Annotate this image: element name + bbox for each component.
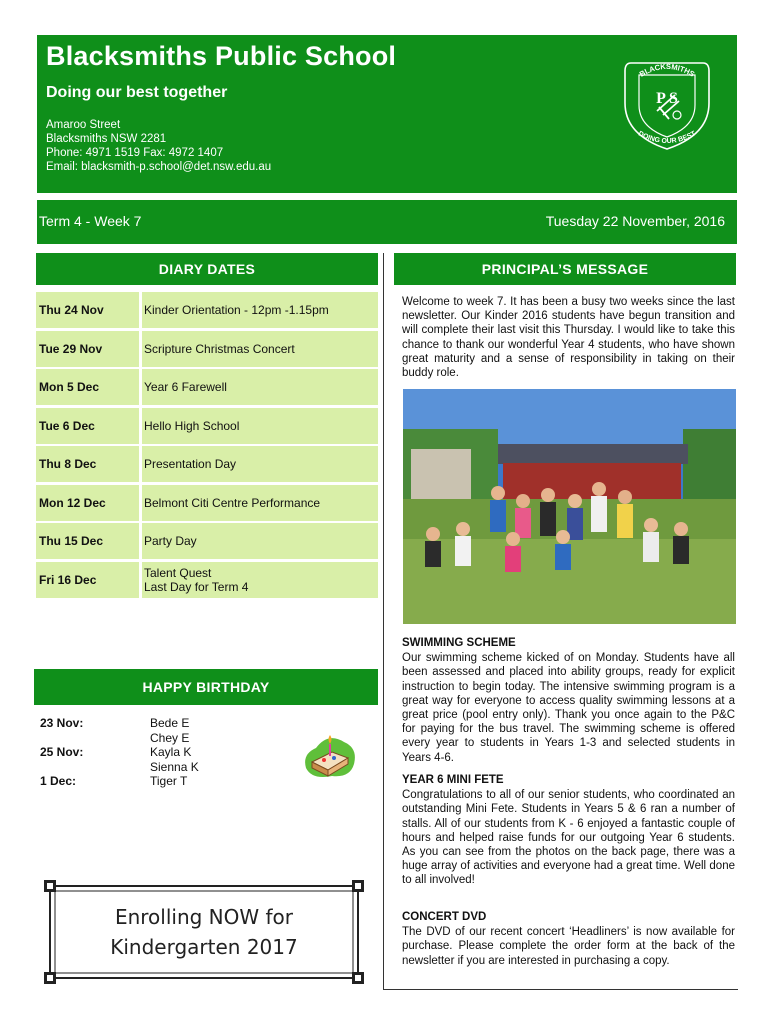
article-body: The DVD of our recent concert ‘Headliners’ is now available for purchase. Please complete the order form at the back of the newsletter if you are interested in purchasing a copy. [402,926,735,967]
diary-date: Tue 29 Nov [39,341,103,356]
diary-dates-table [36,292,378,600]
svg-text:P S: P S [656,90,678,107]
article-body: Our swimming scheme kicked of on Monday. Students have all been assessed and placed into ability groups, ready for explicit instruction to begin today. The intensive swimming program is a great way for everyone to access quality swimming lessons at a great price (pool entry only). Thank you once again to the P&C for paying for the bus travel. The swimming scheme is offered every year to students in Years 1-3 and selected students in Years 4-6. [402,652,735,764]
enrolment-notice [60,896,348,968]
diary-event: Year 6 Farewell [144,380,227,394]
diary-date: Mon 5 Dec [39,380,100,394]
students-group-photo [403,389,736,624]
term-bar [37,200,737,244]
diary-row [36,331,378,367]
diary-event: Talent Quest Last Day for Term 4 [144,565,249,594]
diary-row [36,523,378,559]
diary-date: Mon 12 Dec [39,495,106,510]
diary-row [36,562,378,598]
birthday-name: Bede E [150,716,190,730]
diary-event: Kinder Orientation - 12pm -1.15pm [144,303,329,317]
article-concert-dvd [402,910,735,968]
article-title: CONCERT DVD [402,911,487,923]
birthday-name: Sienna K [150,759,199,774]
birthday-date: 1 Dec: [40,774,77,788]
phone-fax: Phone: 4971 1519 Fax: 4972 1407 [46,147,224,159]
diary-row [36,446,378,482]
article-swimming [402,636,735,765]
email-address: Email: blacksmith-p.school@det.nsw.edu.au [46,161,272,173]
birthday-name: Tiger T [150,774,188,788]
issue-date: Tuesday 22 November, 2016 [545,213,725,229]
diary-event: Party Day [144,534,197,548]
diary-dates-heading: DIARY DATES [36,253,378,285]
birthday-date: 25 Nov: [40,745,84,759]
diary-row [36,369,378,405]
happy-birthday-heading: HAPPY BIRTHDAY [34,669,378,705]
diary-date: Tue 6 Dec [39,418,95,433]
diary-date: Thu 24 Nov [39,303,104,317]
diary-row [36,408,378,444]
principal-message-heading: PRINCIPAL’S MESSAGE [394,253,736,285]
diary-date: Thu 15 Dec [39,534,104,548]
article-title: SWIMMING SCHEME [402,637,516,649]
bottom-rule [383,989,738,990]
principal-message-body: Welcome to week 7. It has been a busy two weeks since the last newsletter. Our Kinder 2016 students have begun transition and will complete their last visit this Thursday. I would like to take this chance to thank our wonderful Year 4 students, who have shown great maturity and a sense of responsibility in taking on their buddy role. [402,296,735,380]
diary-row [36,292,378,328]
birthday-cake-icon [298,728,360,782]
diary-row [36,485,378,521]
diary-event: Hello High School [144,418,240,433]
birthday-name: Chey E [150,730,190,745]
svg-text:DOING OUR BEST: DOING OUR BEST [637,130,697,146]
diary-event: Belmont Citi Centre Performance [144,495,321,510]
address-suburb: Blacksmiths NSW 2281 [46,133,167,145]
term-week: Term 4 - Week 7 [39,213,142,229]
masthead [37,35,737,193]
enrolment-line-2: Kindergarten 2017 [110,935,298,959]
diary-event: Presentation Day [144,457,237,471]
article-mini-fete [402,773,735,888]
birthday-name: Kayla K [150,745,192,759]
school-name: Blacksmiths Public School [46,41,397,71]
article-body: Congratulations to all of our senior students, who coordinated an outstanding Mini Fete. Students in Years 5 & 6 ran a number of stalls. All of our students from K - 6 enjoyed a fantastic couple of hours and helped raise funds for our outgoing Year 6 students. As you can see from the photos on the back page, there was a huge array of activities and everyone had a great time. Well done to all involved! [402,789,735,887]
svg-text:BLACKSMITHS: BLACKSMITHS [637,61,697,79]
school-crest-icon [619,49,715,153]
article-title: YEAR 6 MINI FETE [402,774,504,786]
birthday-date: 23 Nov: [40,716,84,730]
diary-date: Fri 16 Dec [39,572,97,587]
address-street: Amaroo Street [46,119,121,131]
diary-event: Scripture Christmas Concert [144,341,295,356]
diary-date: Thu 8 Dec [39,457,97,471]
column-divider [383,253,384,990]
school-motto: Doing our best together [46,84,228,101]
enrolment-line-1: Enrolling NOW for [114,905,294,929]
